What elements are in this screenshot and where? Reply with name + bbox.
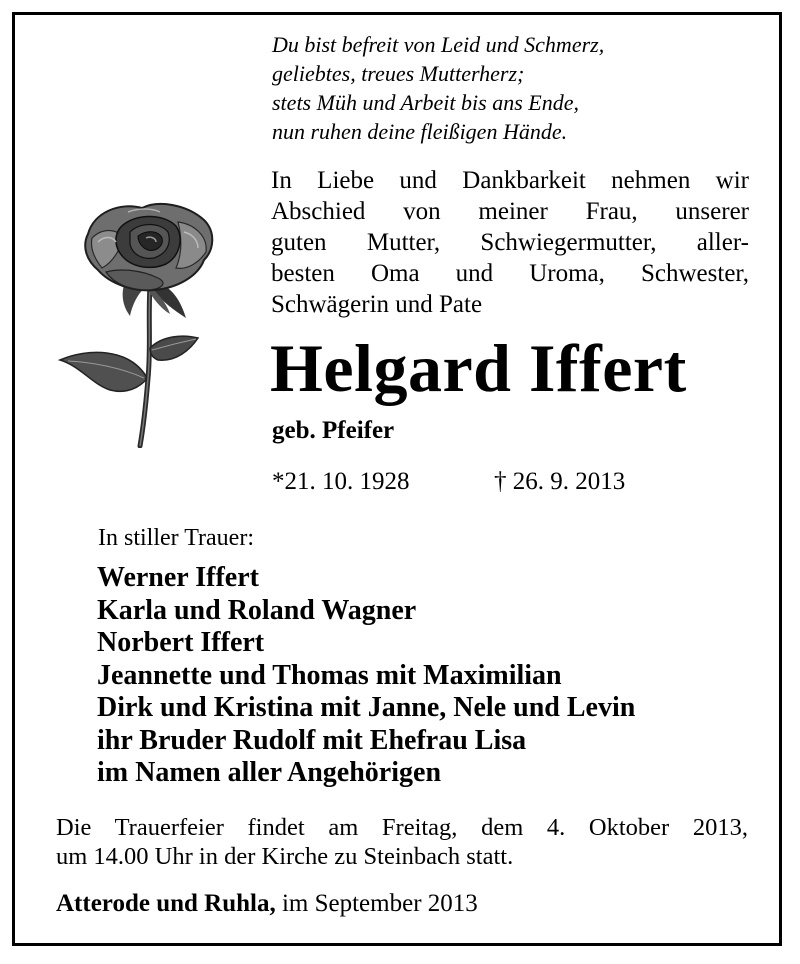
- intro-text: [271, 165, 749, 320]
- mourning-label: In stiller Trauer:: [98, 525, 254, 551]
- intro-line: Abschied von meiner Frau, unserer: [271, 198, 749, 225]
- rose-icon: [58, 198, 223, 448]
- poem-line: stets Müh und Arbeit bis ans Ende,: [272, 90, 579, 115]
- mourner-line: ihr Bruder Rudolf mit Ehefrau Lisa: [97, 724, 527, 756]
- footer-places: Atterode und Ruhla,: [56, 890, 276, 917]
- poem-line: nun ruhen deine fleißigen Hände.: [272, 119, 568, 144]
- deceased-name: Helgard Iffert: [270, 330, 687, 406]
- service-info: [56, 814, 748, 871]
- birth-date: *21. 10. 1928: [272, 468, 410, 495]
- mourner-line: Dirk und Kristina mit Janne, Nele und Levin: [97, 692, 636, 723]
- poem-line: geliebtes, treues Mutterherz;: [272, 61, 525, 86]
- death-date: † 26. 9. 2013: [494, 468, 626, 495]
- poem-line: Du bist befreit von Leid und Schmerz,: [272, 32, 605, 57]
- service-line: um 14.00 Uhr in der Kirche zu Steinbach statt.: [56, 842, 514, 870]
- mourners-list: [97, 562, 635, 790]
- service-line: Die Trauerfeier findet am Freitag, dem 4. Oktober 2013,: [56, 814, 748, 841]
- life-dates: [272, 467, 626, 497]
- intro-line: In Liebe und Dankbarkeit nehmen wir: [271, 167, 749, 194]
- birth-name: geb. Pfeifer: [272, 417, 395, 444]
- footer: [56, 889, 478, 919]
- mourner-line: Karla und Roland Wagner: [97, 594, 417, 626]
- intro-line: guten Mutter, Schwiegermutter, aller-: [271, 229, 749, 256]
- intro-line: besten Oma und Uroma, Schwester,: [271, 260, 749, 287]
- mourner-line: Werner Iffert: [97, 562, 259, 593]
- mourner-line: im Namen aller Angehörigen: [97, 757, 442, 788]
- intro-line: Schwägerin und Pate: [271, 291, 483, 318]
- footer-date: im September 2013: [281, 890, 478, 917]
- mourner-line: Norbert Iffert: [97, 627, 265, 658]
- mourner-line: Jeannette und Thomas mit Maximilian: [97, 659, 562, 691]
- poem: [272, 30, 604, 146]
